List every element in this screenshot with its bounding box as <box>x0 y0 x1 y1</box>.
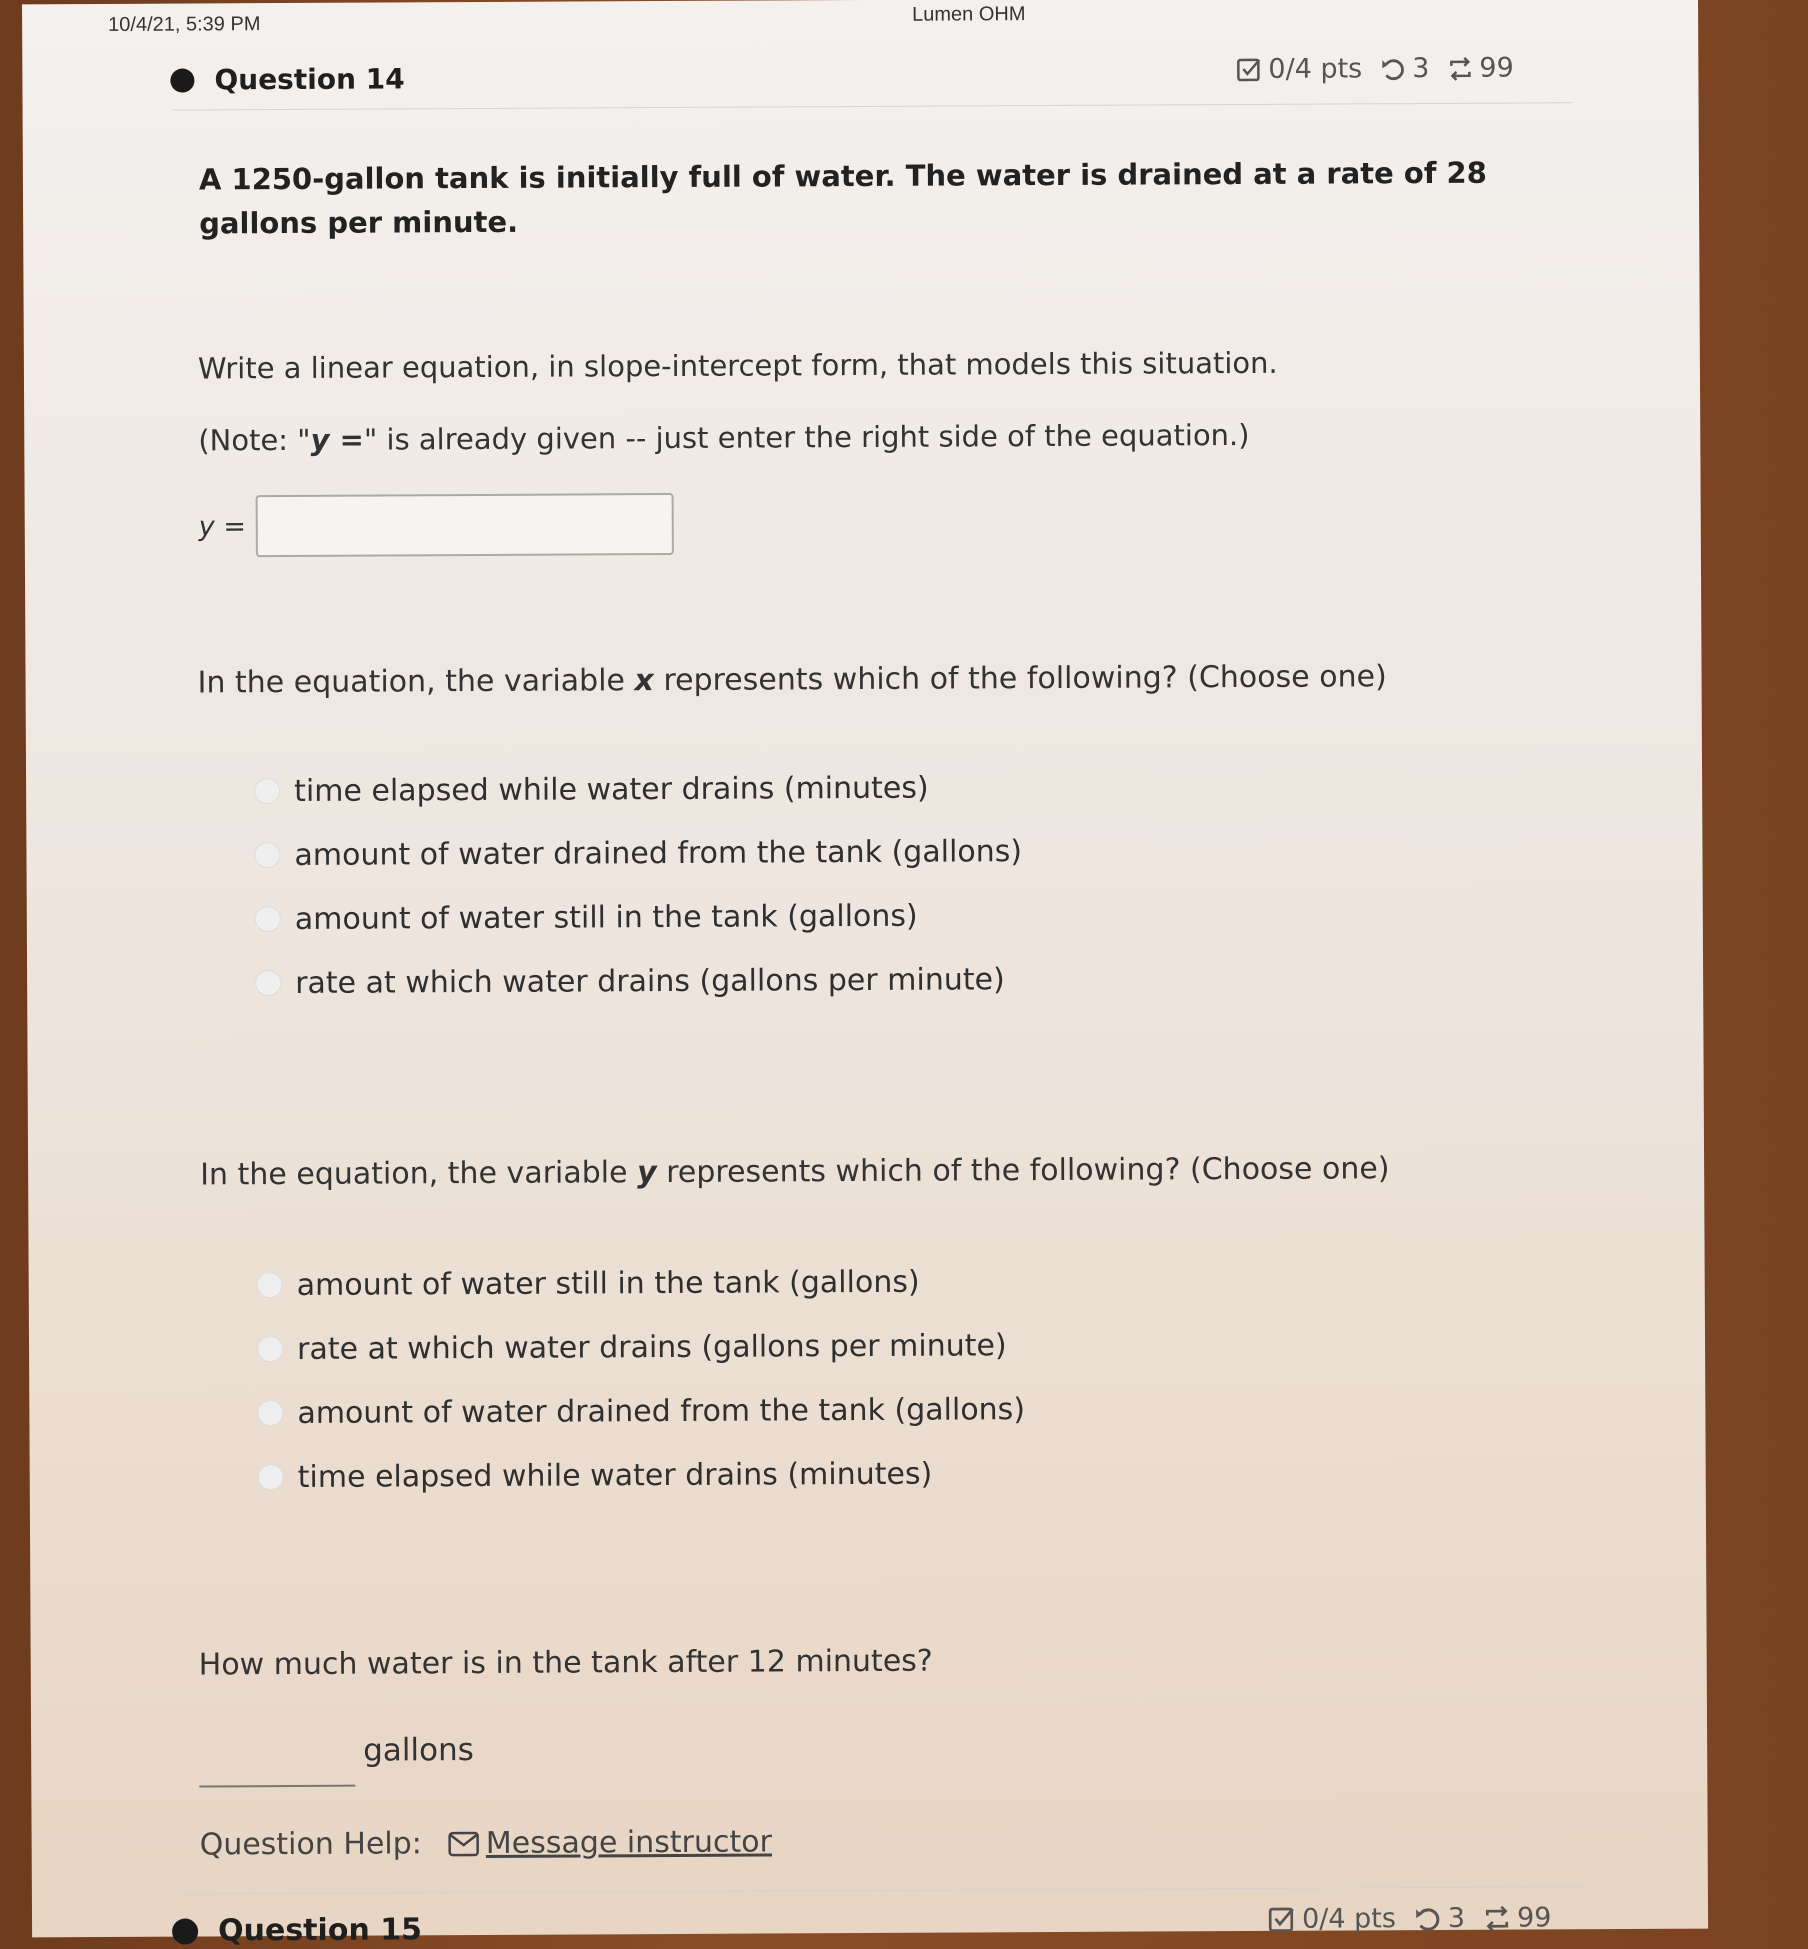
radio-button[interactable] <box>257 1400 283 1426</box>
message-instructor-text: Message instructor <box>485 1824 773 1861</box>
points-value: 0/4 pts <box>1268 53 1363 85</box>
next-question-header <box>172 1912 422 1948</box>
radio-button[interactable] <box>257 1336 283 1362</box>
footer-divider <box>178 1886 1590 1894</box>
question-bullet-icon <box>172 1918 198 1944</box>
note-variable: y = <box>310 422 364 457</box>
next-retries-value: 3 <box>1447 1902 1466 1934</box>
x-option[interactable]: rate at which water drains (gallons per minute) <box>255 947 1023 1015</box>
header-divider <box>173 102 1573 110</box>
y-option[interactable]: time elapsed while water drains (minutes) <box>258 1441 1026 1509</box>
next-points-value: 0/4 pts <box>1301 1903 1396 1935</box>
note-end: " is already given -- just enter the right side of the equation.) <box>363 417 1250 457</box>
y-variable-options <box>257 1249 1026 1509</box>
equation-input[interactable] <box>256 493 674 557</box>
print-date: 10/4/21, 5:39 PM <box>108 13 261 36</box>
note-start: (Note: " <box>198 422 311 458</box>
radio-button[interactable] <box>258 1464 284 1490</box>
next-attempts-value: 99 <box>1516 1902 1552 1934</box>
radio-button[interactable] <box>255 906 281 932</box>
x-variable-options <box>254 755 1023 1015</box>
print-site-title: Lumen OHM <box>912 3 1026 26</box>
radio-button[interactable] <box>257 1272 283 1298</box>
gallons-answer-row <box>199 1724 474 1787</box>
points-check-icon <box>1268 1905 1296 1933</box>
y-option[interactable]: amount of water drained from the tank (gallons) <box>257 1377 1025 1445</box>
question-header <box>170 62 404 96</box>
x-option[interactable]: amount of water still in the tank (gallons) <box>255 883 1023 951</box>
x-variable-question: In the equation, the variable x represents which of the following? (Choose one) <box>197 659 1387 701</box>
y-variable: y <box>636 1155 657 1191</box>
next-question-title: Question 15 <box>218 1912 423 1949</box>
retries-value: 3 <box>1412 53 1430 85</box>
gallons-input[interactable] <box>199 1725 355 1788</box>
question-help-label: Question Help: <box>199 1826 422 1863</box>
x-option[interactable]: amount of water drained from the tank (gallons) <box>254 819 1022 887</box>
equation-prompt: Write a linear equation, in slope-intercept form, that models this situation. <box>197 345 1278 386</box>
retry-icon <box>1380 56 1406 82</box>
equation-note <box>198 418 1249 458</box>
question-bullet-icon <box>170 68 194 92</box>
envelope-icon <box>448 1829 482 1859</box>
attempts-icon <box>1447 55 1473 81</box>
x-option[interactable]: time elapsed while water drains (minutes) <box>254 755 1022 823</box>
problem-statement: A 1250-gallon tank is initially full of water. The water is drained at a rate of 28 gallons per minute. <box>198 155 1487 241</box>
message-instructor-link[interactable] <box>448 1824 772 1861</box>
retry-icon <box>1414 1904 1442 1932</box>
question-title: Question 14 <box>214 62 405 97</box>
radio-button[interactable] <box>254 778 280 804</box>
radio-button[interactable] <box>255 970 281 996</box>
radio-button[interactable] <box>254 842 280 868</box>
question-help <box>200 1824 772 1862</box>
next-question-stats <box>1268 1902 1570 1935</box>
y-option[interactable]: rate at which water drains (gallons per minute) <box>257 1313 1025 1381</box>
points-check-icon <box>1236 56 1262 82</box>
attempts-icon <box>1483 1904 1511 1932</box>
x-variable: x <box>634 663 654 699</box>
printed-page <box>22 0 1708 1949</box>
equation-row <box>199 493 675 557</box>
gallons-unit-label: gallons <box>363 1732 474 1769</box>
equation-label: y = <box>198 510 247 542</box>
y-variable-question: In the equation, the variable y represents which of the following? (Choose one) <box>200 1151 1390 1193</box>
attempts-value: 99 <box>1479 52 1514 84</box>
tank-amount-question: How much water is in the tank after 12 minutes? <box>198 1643 933 1683</box>
y-option[interactable]: amount of water still in the tank (gallons) <box>257 1249 1025 1317</box>
question-stats <box>1236 52 1532 85</box>
